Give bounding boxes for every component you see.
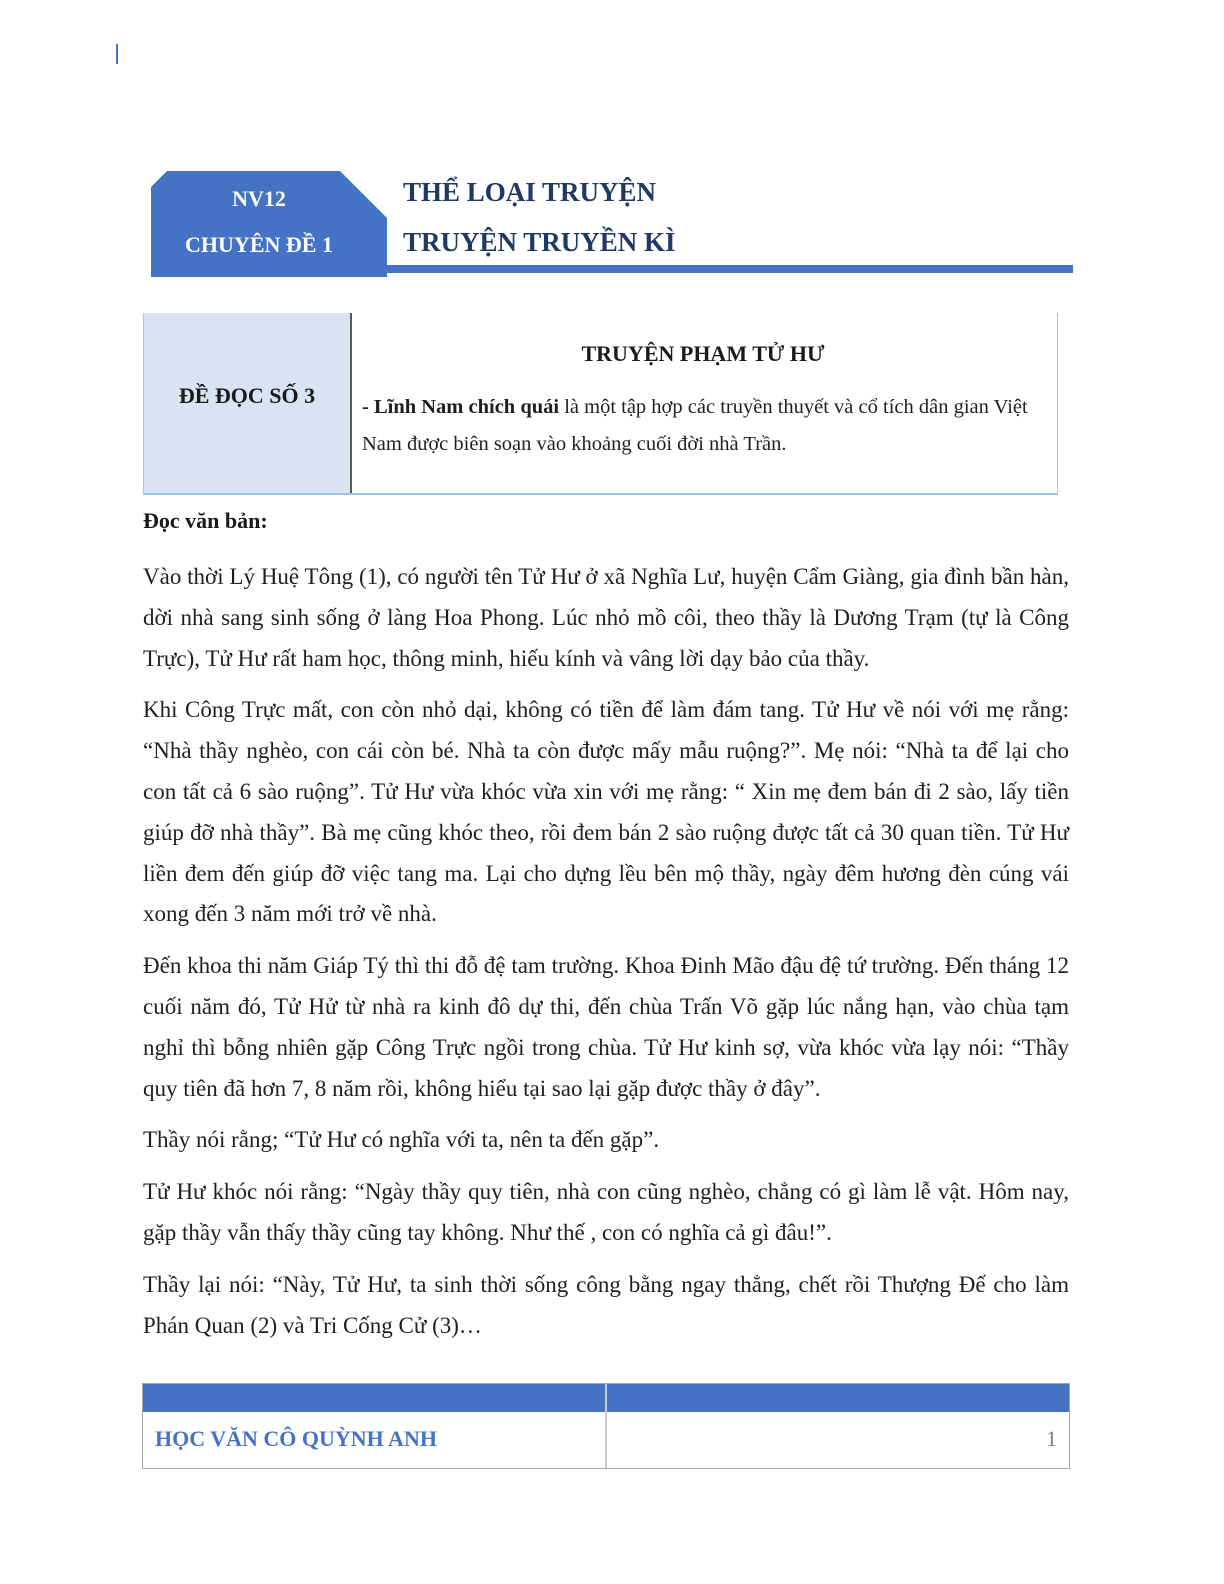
footer-brand: HỌC VĂN CÔ QUỲNH ANH [155,1426,437,1451]
exercise-label: ĐỀ ĐỌC SỐ 3 [178,383,316,408]
exercise-label-cell [143,313,352,493]
paragraph: Tử Hư khóc nói rằng: “Ngày thầy quy tiên, nhà con cũng nghèo, chẳng có gì làm lễ vật. Hôm nay, gặp thầy vẫn thấy thầy cũng tay không. Như thế , con có nghĩa cả gì đâu!”. [143,1179,1069,1245]
header-topic: CHUYÊN ĐỀ 1 [185,232,333,257]
page-footer [142,1383,1070,1469]
page-number: 1 [1046,1426,1057,1451]
body-text [143,557,1069,1357]
story-title: TRUYỆN PHẠM TỬ HƯ [581,341,825,366]
paragraph: Thầy nói rằng; “Tử Hư có nghĩa với ta, nên ta đến gặp”. [143,1127,660,1153]
reading-heading: Đọc văn bản: [143,508,268,533]
footer-divider [605,1384,607,1468]
source-description [362,389,1052,463]
text-cursor-mark [116,44,118,64]
header-rule [387,265,1073,273]
header-title-line2: TRUYỆN TRUYỀN KÌ [403,227,676,257]
paragraph: Thầy lại nói: “Này, Tử Hư, ta sinh thời sống công bằng ngay thẳng, chết rồi Thượng Đế cho làm Phán Quan (2) và Tri Cống Cử (3)… [143,1271,1069,1338]
header-title-line1: THỂ LOẠI TRUYỆN [403,177,657,207]
source-desc-text: là một tập hợp các truyền thuyết và cổ tích dân gian Việt Nam được biên soạn vào khoảng cuối đời nhà Trần. [362,396,1028,455]
header-code: NV12 [232,186,286,211]
paragraph: Khi Công Trực mất, con còn nhỏ dại, không có tiền để làm đám tang. Tử Hư về nói với mẹ rằng: “Nhà thầy nghèo, con cái còn bé. Nhà ta còn được mấy mẫu ruộng?”. Mẹ nói: “Nhà ta để lại cho con tất cả 6 sào ruộng”. Tử Hư vừa khóc vừa xin với mẹ rằng: “ Xin mẹ đem bán đi 2 sào, lấy tiền giúp đỡ nhà thầy”. Bà mẹ cũng khóc theo, rồi đem bán 2 sào ruộng được tất cả 30 quan tiền. Tử Hư liền đem đến giúp đỡ việc tang ma. Lại cho dựng lều bên mộ thầy, ngày đêm hương đèn cúng vái xong đến 3 năm mới trở về nhà. [143,697,1069,927]
source-prefix: - [362,396,374,418]
exercise-box [143,313,1058,495]
source-name: Lĩnh Nam chích quái [373,396,560,418]
paragraph: Đến khoa thi năm Giáp Tý thì thi đỗ đệ tam trường. Khoa Đinh Mão đậu đệ tứ trường. Đến tháng 12 cuối năm đó, Tử Hử từ nhà ra kinh đô dự thi, đến chùa Trấn Võ gặp lúc nắng hạn, vào chùa tạm nghỉ thì bỗng nhiên gặp Công Trực ngồi trong chùa. Tử Hư kinh sợ, vừa khóc vừa lạy nói: “Thầy quy tiên đã hơn 7, 8 năm rồi, không hiểu tại sao lại gặp được thầy ở đây”. [143,953,1069,1101]
paragraph: Vào thời Lý Huệ Tông (1), có người tên Tử Hư ở xã Nghĩa Lư, huyện Cẩm Giàng, gia đình bần hàn, dời nhà sang sinh sống ở làng Hoa Phong. Lúc nhỏ mồ côi, theo thầy là Dương Trạm (tự là Công Trực), Tử Hư rất ham học, thông minh, hiếu kính và vâng lời dạy bảo của thầy. [143,564,1069,671]
